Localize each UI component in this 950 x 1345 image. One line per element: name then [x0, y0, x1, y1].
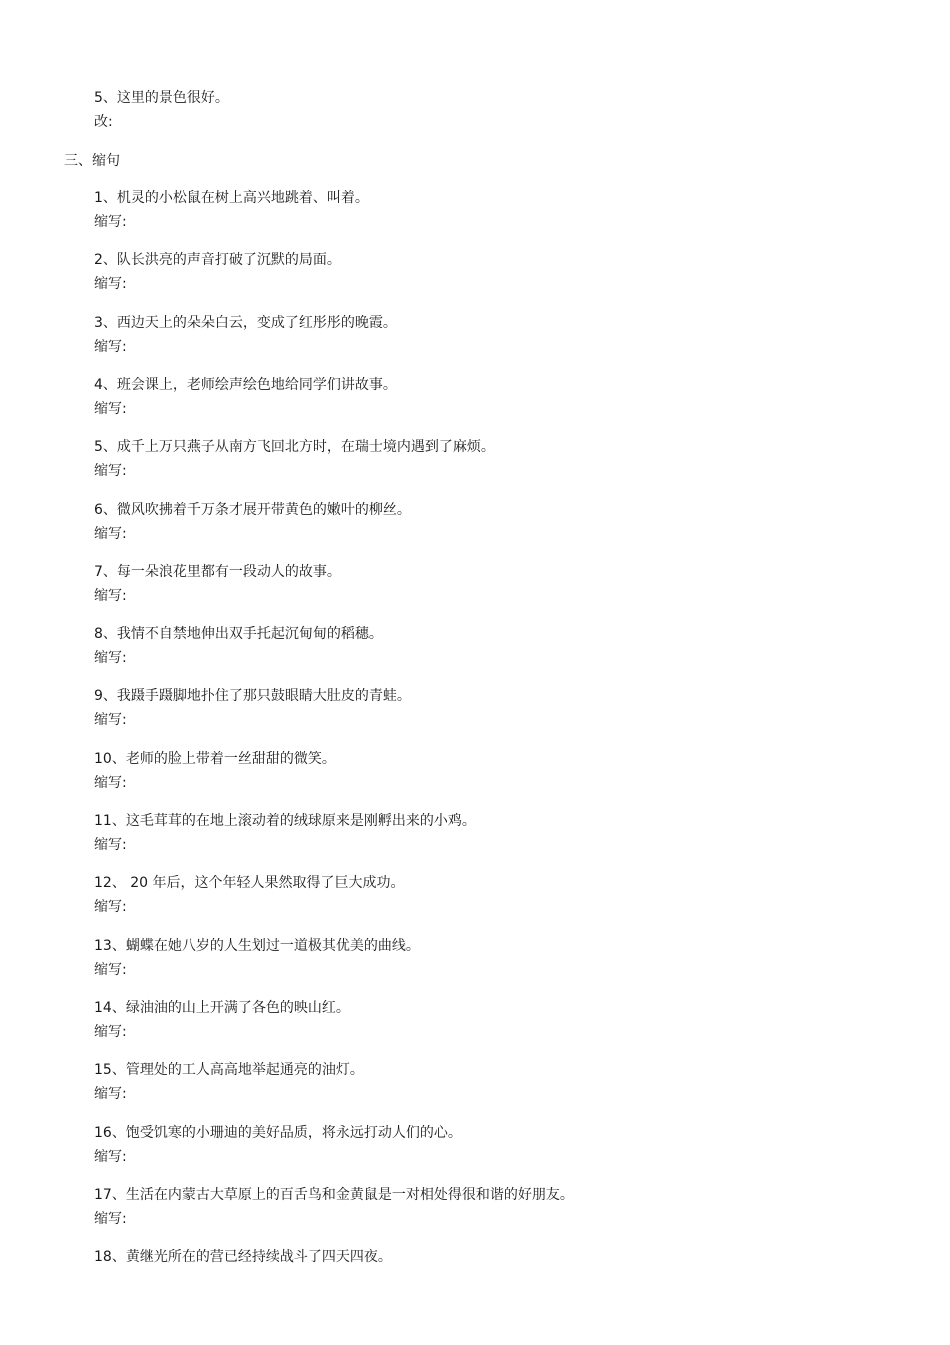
item-sentence: 18、黄继光所在的营已经持续战斗了四天四夜。 [94, 1249, 392, 1265]
item-answer-label: 缩写: [94, 837, 127, 853]
item-answer-label: 缩写: [94, 1211, 127, 1227]
item-sentence: 4、班会课上，老师绘声绘色地给同学们讲故事。 [94, 377, 397, 393]
item-sentence: 8、我情不自禁地伸出双手托起沉甸甸的稻穗。 [94, 626, 383, 642]
item-sentence: 3、西边天上的朵朵白云，变成了红彤彤的晚霞。 [94, 315, 397, 331]
item-answer-label: 缩写: [94, 712, 127, 728]
item-answer-label: 缩写: [94, 899, 127, 915]
item-sentence: 5、成千上万只燕子从南方飞回北方时，在瑞士境内遇到了麻烦。 [94, 439, 495, 455]
item-sentence: 17、生活在内蒙古大草原上的百舌鸟和金黄鼠是一对相处得很和谐的好朋友。 [94, 1187, 574, 1203]
item-sentence: 7、每一朵浪花里都有一段动人的故事。 [94, 564, 341, 580]
item-sentence: 2、队长洪亮的声音打破了沉默的局面。 [94, 252, 341, 268]
item-answer-label: 缩写: [94, 588, 127, 604]
item-answer-label: 缩写: [94, 276, 127, 292]
item-sentence: 14、绿油油的山上开满了各色的映山红。 [94, 1000, 350, 1016]
item-answer-label: 缩写: [94, 526, 127, 542]
item-sentence: 1、机灵的小松鼠在树上高兴地跳着、叫着。 [94, 190, 369, 206]
item-sentence: 11、这毛茸茸的在地上滚动着的绒球原来是刚孵出来的小鸡。 [94, 813, 476, 829]
item-answer-label: 缩写: [94, 214, 127, 230]
item-answer-label: 缩写: [94, 401, 127, 417]
item-sentence: 15、管理处的工人高高地举起通亮的油灯。 [94, 1062, 364, 1078]
section-title: 三、缩句 [64, 153, 120, 169]
item-sentence: 9、我蹑手蹑脚地扑住了那只鼓眼睛大肚皮的青蛙。 [94, 688, 411, 704]
item-answer-label: 缩写: [94, 1086, 127, 1102]
item-sentence: 10、老师的脸上带着一丝甜甜的微笑。 [94, 751, 336, 767]
item-sentence: 13、蝴蝶在她八岁的人生划过一道极其优美的曲线。 [94, 938, 420, 954]
item-answer-label: 缩写: [94, 463, 127, 479]
item-sentence: 6、微风吹拂着千万条才展开带黄色的嫩叶的柳丝。 [94, 502, 411, 518]
item-answer-label: 缩写: [94, 1149, 127, 1165]
item-answer-label: 缩写: [94, 962, 127, 978]
item-answer-label: 缩写: [94, 650, 127, 666]
top-item-sentence: 5、这里的景色很好。 [94, 90, 229, 106]
top-item-answer-label: 改: [94, 114, 113, 130]
item-answer-label: 缩写: [94, 775, 127, 791]
item-answer-label: 缩写: [94, 339, 127, 355]
item-sentence: 12、 20 年后，这个年轻人果然取得了巨大成功。 [94, 875, 405, 891]
item-answer-label: 缩写: [94, 1024, 127, 1040]
item-sentence: 16、饱受饥寒的小珊迪的美好品质，将永远打动人们的心。 [94, 1125, 462, 1141]
